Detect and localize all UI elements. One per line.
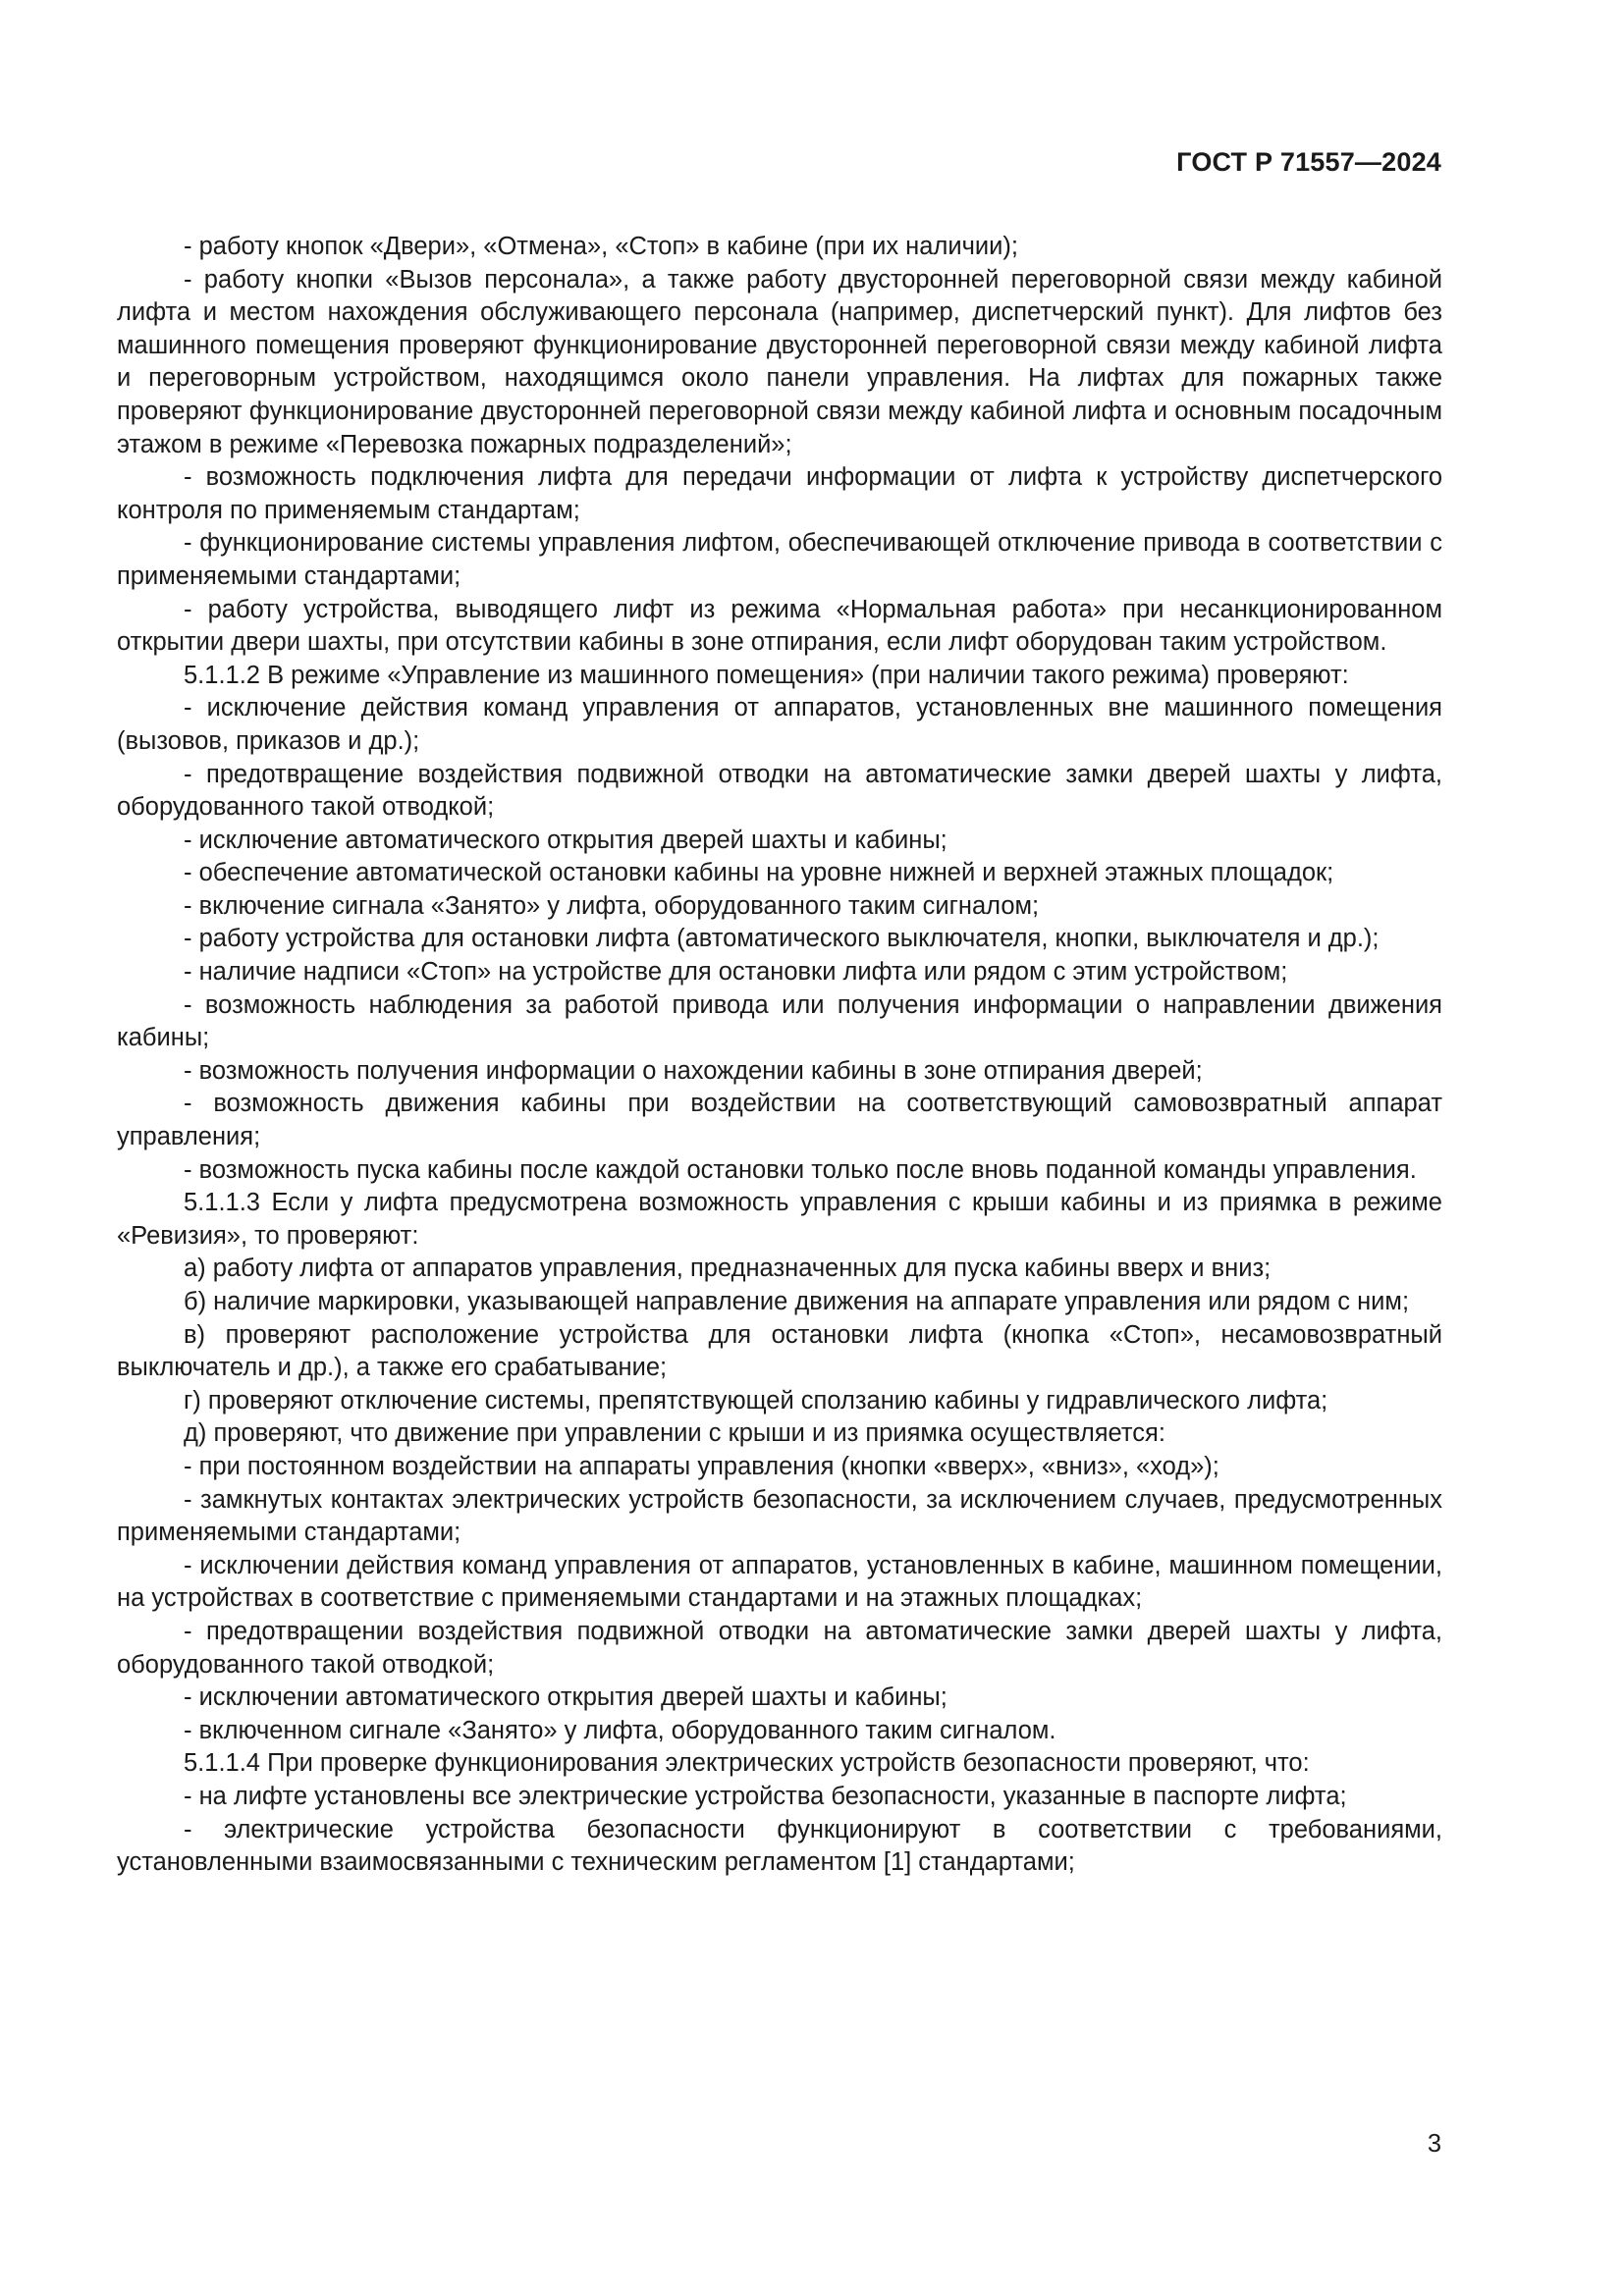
paragraph: - возможность наблюдения за работой привода или получения информации о направлении движения кабины; xyxy=(117,990,1442,1052)
paragraph: - исключении автоматического открытия дверей шахты и кабины; xyxy=(184,1683,947,1712)
paragraph: б) наличие маркировки, указывающей направление движения на аппарате управления или рядом с ним; xyxy=(184,1288,1410,1315)
paragraph: - возможность получения информации о нахождении кабины в зоне отпирания дверей; xyxy=(184,1056,1203,1085)
body-text xyxy=(117,231,1442,1880)
paragraph: 5.1.1.4 При проверке функционирования электрических устройств безопасности проверяют, что: xyxy=(184,1749,1310,1778)
paragraph: - включение сигнала «Занято» у лифта, оборудованного таким сигналом; xyxy=(184,891,1040,920)
paragraph: - замкнутых контактах электрических устройств безопасности, за исключением случаев, предусмотренных применяемыми стандартами; xyxy=(117,1485,1442,1547)
paragraph: - функционирование системы управления лифтом, обеспечивающей отключение привода в соответствии с применяемыми стандартами; xyxy=(117,529,1442,590)
paragraph: - предотвращении воздействия подвижной отводки на автоматические замки дверей шахты у лифта, оборудованного такой отводкой; xyxy=(117,1617,1442,1679)
paragraph: - включенном сигнале «Занято» у лифта, оборудованного таким сигналом. xyxy=(184,1716,1056,1744)
paragraph: - исключение автоматического открытия дверей шахты и кабины; xyxy=(184,826,947,854)
paragraph: - обеспечение автоматической остановки кабины на уровне нижней и верхней этажных площадок; xyxy=(184,859,1334,887)
paragraph: - при постоянном воздействии на аппараты управления (кнопки «вверх», «вниз», «ход»); xyxy=(184,1452,1219,1480)
paragraph: - возможность подключения лифта для передачи информации от лифта к устройству диспетчерского контроля по применяемым стандартам; xyxy=(117,463,1442,524)
paragraph: а) работу лифта от аппаратов управления, предназначенных для пуска кабины вверх и вниз; xyxy=(184,1255,1272,1283)
paragraph: - исключение действия команд управления от аппаратов, установленных вне машинного помещения (вызовов, приказов и др.); xyxy=(117,694,1442,755)
paragraph: - возможность пуска кабины после каждой остановки только после вновь поданной команды управления. xyxy=(184,1155,1417,1184)
paragraph: - работу кнопок «Двери», «Отмена», «Стоп» в кабине (при их наличии); xyxy=(184,233,1018,260)
paragraph: - работу устройства, выводящего лифт из режима «Нормальная работа» при несанкционированном открытии двери шахты, при отсутствии кабины в зоне отпирания, если лифт оборудован таким устройством. xyxy=(117,595,1442,657)
paragraph: - наличие надписи «Стоп» на устройстве для остановки лифта или рядом с этим устройством; xyxy=(184,958,1288,987)
paragraph: 5.1.1.2 В режиме «Управление из машинного помещения» (при наличии такого режима) проверяют: xyxy=(184,661,1349,689)
paragraph: - на лифте установлены все электрические устройства безопасности, указанные в паспорте лифта; xyxy=(184,1782,1347,1810)
paragraph: г) проверяют отключение системы, препятствующей сползанию кабины у гидравлического лифта; xyxy=(184,1386,1328,1415)
document-id-header: ГОСТ Р 71557—2024 xyxy=(1176,147,1441,177)
paragraph: - электрические устройства безопасности функционируют в соответствии с требованиями, установленными взаимосвязанными с техническим регламентом [1] стандартами; xyxy=(117,1815,1442,1877)
paragraph: - предотвращение воздействия подвижной отводки на автоматические замки дверей шахты у лифта, оборудованного такой отводкой; xyxy=(117,760,1442,822)
page-number: 3 xyxy=(1427,2130,1441,2158)
paragraph: в) проверяют расположение устройства для остановки лифта (кнопка «Стоп», несамовозвратный выключатель и др.), а также его срабатывание; xyxy=(117,1320,1442,1382)
paragraph: - работу кнопки «Вызов персонала», а также работу двусторонней переговорной связи между кабиной лифта и местом нахождения обслуживающего персонала (например, диспетчерский пункт). Для лифтов без машинного помещения проверяют функционирование двусторонней переговорной связи между кабиной лифта и переговорным устройством, находящимся около панели управления. На лифтах для пожарных также проверяют функционирование двусторонней переговорной связи между кабиной лифта и основным посадочным этажом в режиме «Перевозка пожарных подразделений»; xyxy=(117,265,1442,458)
paragraph: - работу устройства для остановки лифта (автоматического выключателя, кнопки, выключателя и др.); xyxy=(184,925,1380,953)
paragraph: 5.1.1.3 Если у лифта предусмотрена возможность управления с крыши кабины и из приямка в режиме «Ревизия», то проверяют: xyxy=(117,1189,1442,1250)
paragraph: - возможность движения кабины при воздействии на соответствующий самовозвратный аппарат управления; xyxy=(117,1090,1442,1151)
paragraph: - исключении действия команд управления от аппаратов, установленных в кабине, машинном помещении, на устройствах в соответствие с применяемыми стандартами и на этажных площадках; xyxy=(117,1551,1442,1613)
paragraph: д) проверяют, что движение при управлении с крыши и из приямка осуществляется: xyxy=(184,1419,1165,1448)
